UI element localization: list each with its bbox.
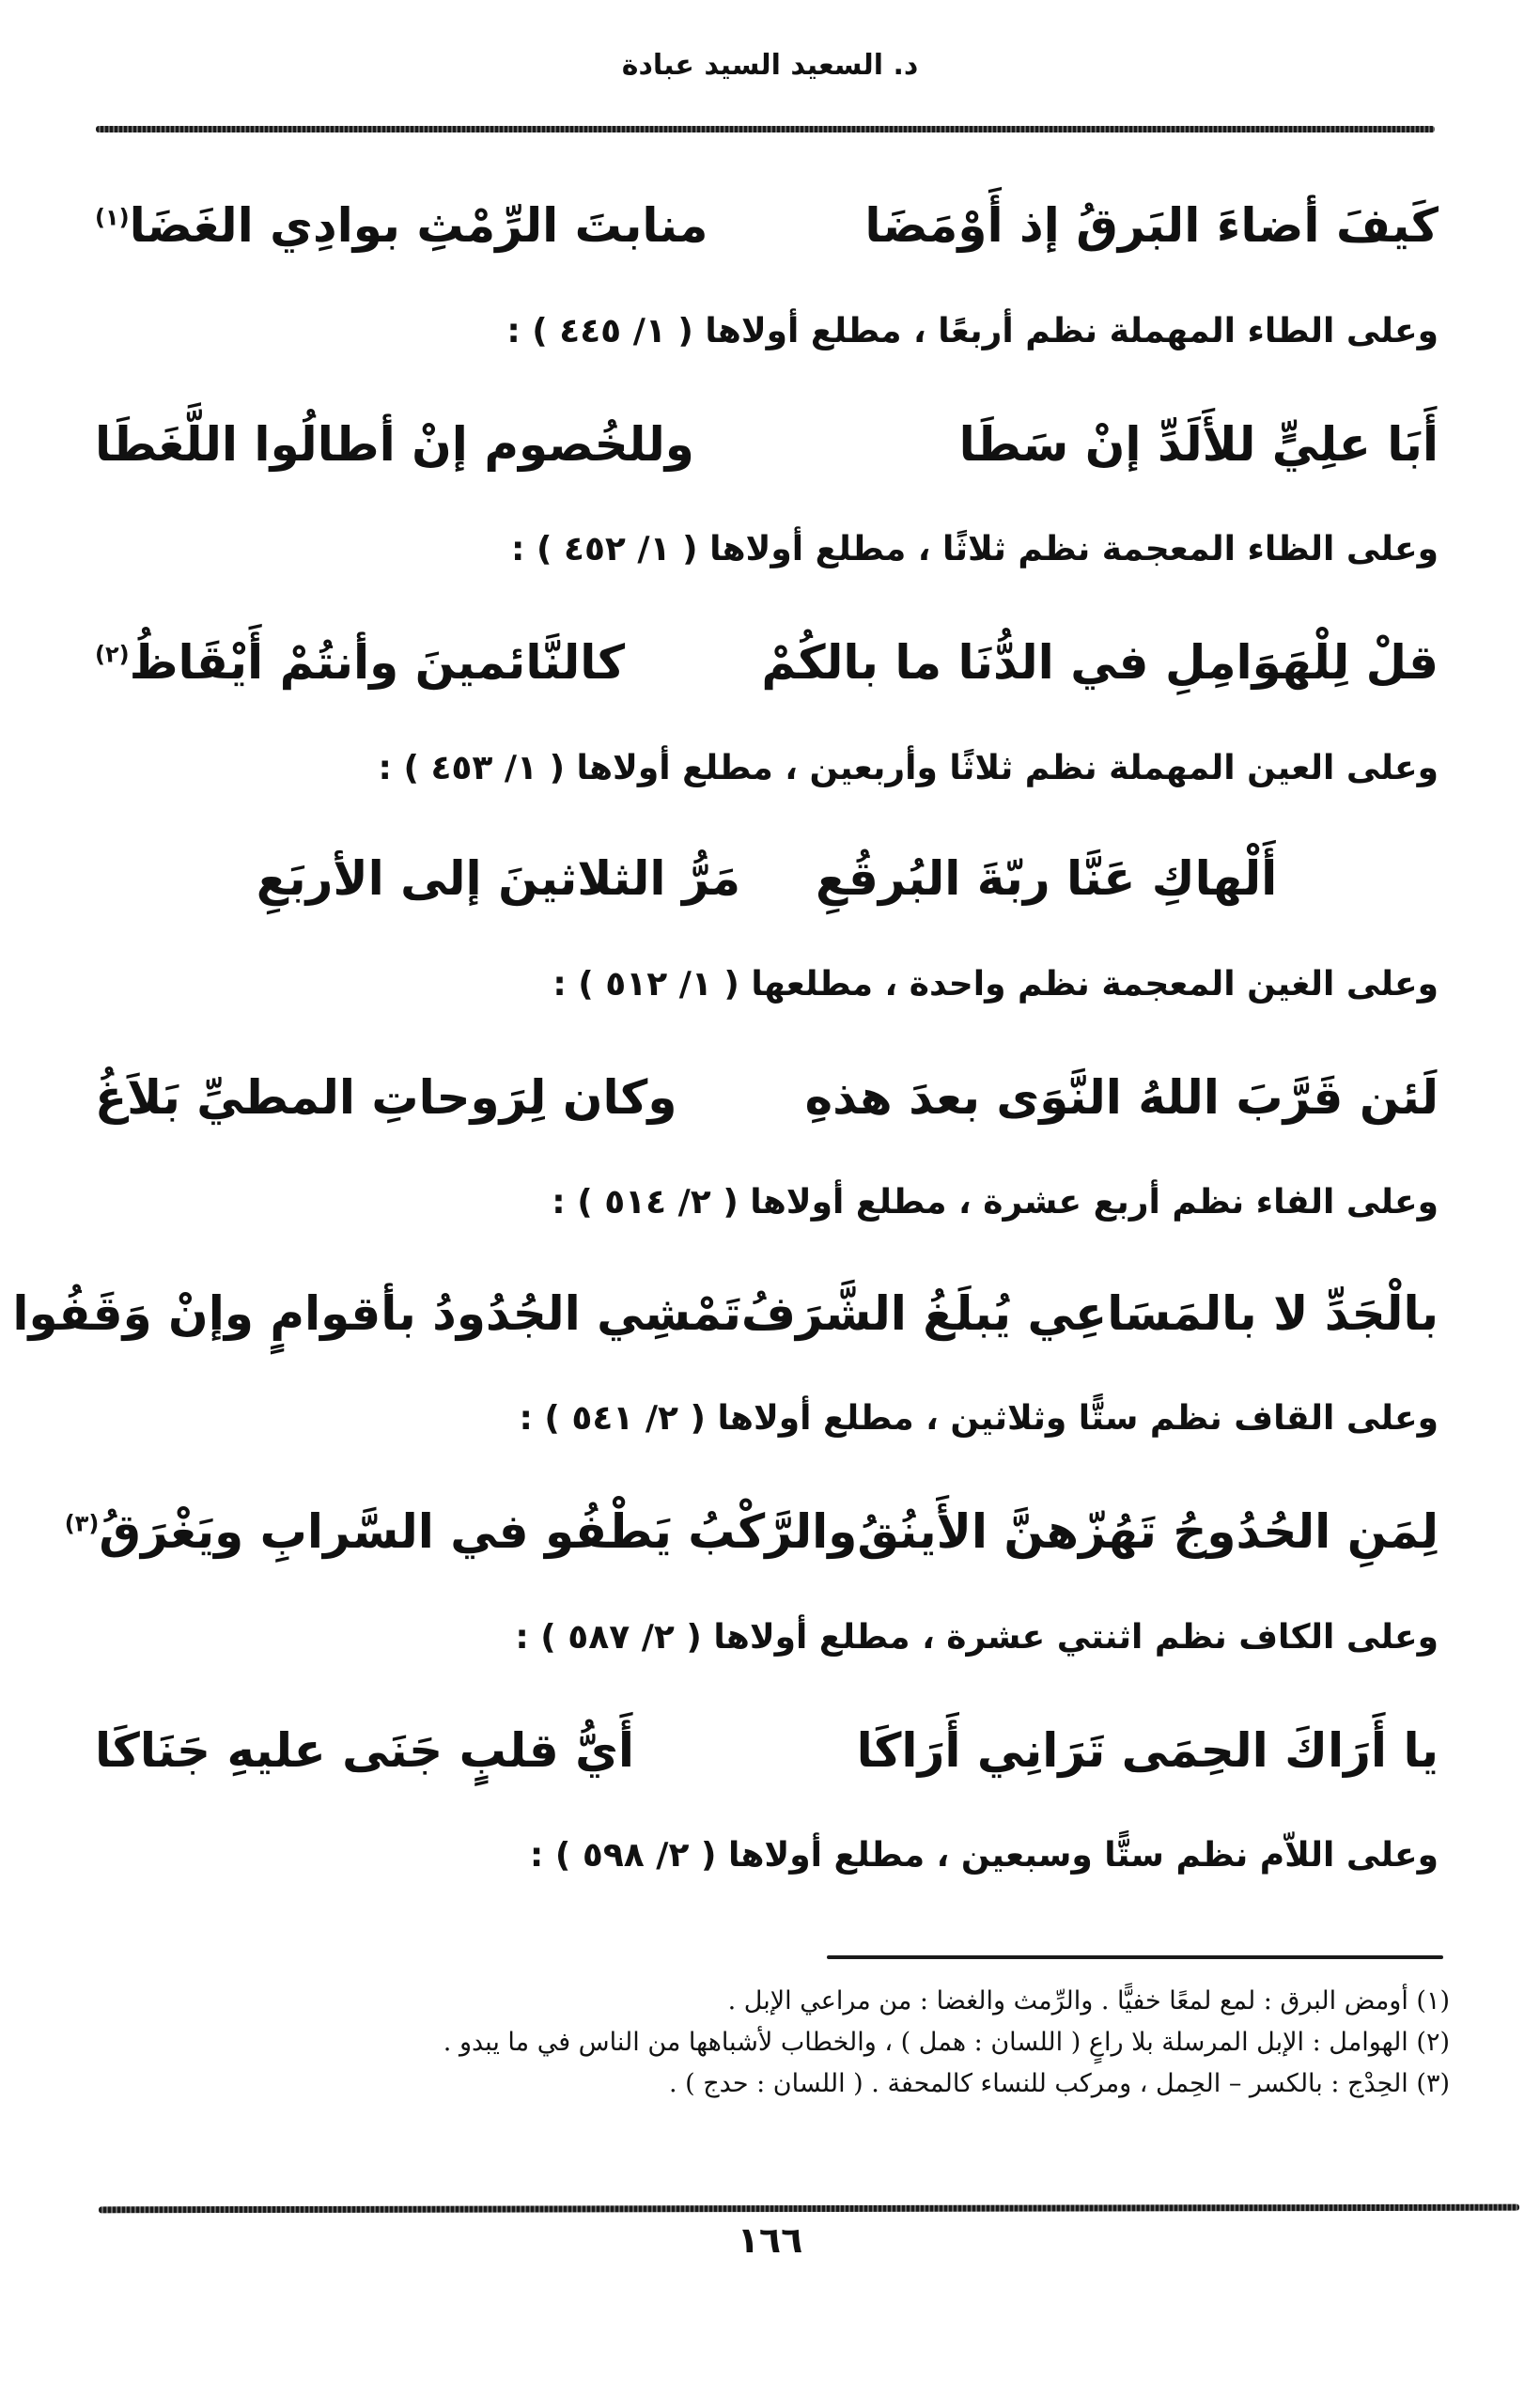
footnote-reference: (٢) [95, 641, 130, 668]
verse-second-hemistich [65, 1499, 858, 1564]
verse-line-centered [95, 846, 1439, 911]
footnote-separator [827, 1955, 1443, 1959]
verse-text: كالنَّائمينَ وأنتُمْ أَيْقَاظُ [129, 635, 626, 690]
verse-line [12, 1281, 1439, 1346]
verse-first-hemistich: لَئن قَرَّبَ اللهُ النَّوَى بعدَ هذهِ [804, 1070, 1439, 1125]
prose-line: وعلى الغين المعجمة نظم واحدة ، مطلعها ( ١/ ٥١٢ ) : [552, 965, 1439, 1004]
prose-line: وعلى اللاّم نظم ستًّا وسبعين ، مطلع أولاها ( ٢/ ٥٩٨ ) : [529, 1836, 1439, 1875]
verse-first-hemistich [864, 193, 1439, 258]
verse-second-hemistich [95, 630, 625, 695]
verse-line [95, 412, 1439, 477]
verse-line [95, 1718, 1439, 1783]
verse-first-hemistich: أَلْهاكِ عَنَّا ربّةَ البُرقُعِ [816, 851, 1278, 906]
verse-first-hemistich: يا أَرَاكَ الحِمَى تَرَانِي أَرَاكَا [856, 1723, 1439, 1778]
verse-second-hemistich: تَمْشِي الجُدُودُ بأقوامٍ وإنْ وَقَفُوا [12, 1286, 741, 1341]
prose-line: وعلى الطاء المهملة نظم أربعًا ، مطلع أولاها ( ١/ ٤٤٥ ) : [506, 312, 1439, 350]
prose-line: وعلى العين المهملة نظم ثلاثًا وأربعين ، مطلع أولاها ( ١/ ٤٥٣ ) : [378, 749, 1439, 787]
header-rule [96, 126, 1435, 132]
verse-text: كَيفَ أضاءَ البَرقُ إذ أَوْمَضَا [864, 198, 1439, 253]
footnote-1: (١) أومض البرق : لمع لمعًا خفيًّا . والرِّمث والغضا : من مراعي الإبل . [727, 1986, 1450, 2016]
verse-line [95, 1065, 1439, 1130]
verse-line [95, 193, 1439, 258]
verse-first-hemistich: قلْ لِلْهَوَامِلِ في الدُّنَا ما بالكُمْ [761, 635, 1439, 690]
verse-first-hemistich: بالْجَدِّ لا بالمَسَاعِي يُبلَغُ الشَّرَفُ [740, 1286, 1439, 1341]
verse-text: منابتَ الرِّمْثِ بوادِي الغَضَا [129, 198, 708, 253]
verse-first-hemistich: لِمَنِ الحُدُوجُ تَهُزّهنَّ الأَينُقُ [857, 1504, 1439, 1559]
page-number: ١٦٦ [737, 2219, 803, 2261]
prose-line: وعلى الظاء المعجمة نظم ثلاثًا ، مطلع أولاها ( ١/ ٤٥٢ ) : [511, 530, 1439, 568]
footnote-2: (٢) الهوامل : الإبل المرسلة بلا راعٍ ( اللسان : همل ) ، والخطاب لأشباهها من الناس في ما يبدو . [443, 2028, 1450, 2057]
verse-first-hemistich: أَبَا علِيٍّ للأَلَدِّ إنْ سَطَا [958, 417, 1439, 472]
footer-rule [99, 2204, 1519, 2214]
verse-text: والرَّكْبُ يَطْفُو في السَّرابِ ويَغْرَقُ [99, 1504, 858, 1559]
footnote-3: (٣) الحِدْج : بالكسر – الحِمل ، ومركب للنساء كالمحفة . ( اللسان : حدج ) . [668, 2069, 1450, 2098]
prose-line: وعلى الكاف نظم اثنتي عشرة ، مطلع أولاها ( ٢/ ٥٨٧ ) : [515, 1618, 1439, 1657]
verse-second-hemistich: أَيُّ قلبٍ جَنَى عليهِ جَنَاكَا [95, 1723, 635, 1778]
verse-line [64, 1499, 1439, 1564]
verse-second-hemistich [95, 193, 708, 258]
verse-second-hemistich: وكان لِرَوحاتِ المطيِّ بَلاَغُ [95, 1070, 677, 1125]
prose-line: وعلى القاف نظم ستًّا وثلاثين ، مطلع أولاها ( ٢/ ٥٤١ ) : [519, 1399, 1439, 1438]
running-head-author: د. السعيد السيد عبادة [621, 49, 919, 82]
footnote-reference: (٣) [64, 1510, 100, 1537]
footnote-reference: (١) [95, 204, 130, 231]
verse-line [95, 630, 1439, 695]
verse-second-hemistich: وللخُصوم إنْ أطالُوا اللَّغَطَا [95, 417, 694, 472]
verse-second-hemistich: مَرُّ الثلاثينَ إلى الأربَعِ [256, 851, 741, 906]
footnotes [87, 1981, 1450, 2105]
prose-line: وعلى الفاء نظم أربع عشرة ، مطلع أولاها ( ٢/ ٥١٤ ) : [552, 1183, 1439, 1222]
